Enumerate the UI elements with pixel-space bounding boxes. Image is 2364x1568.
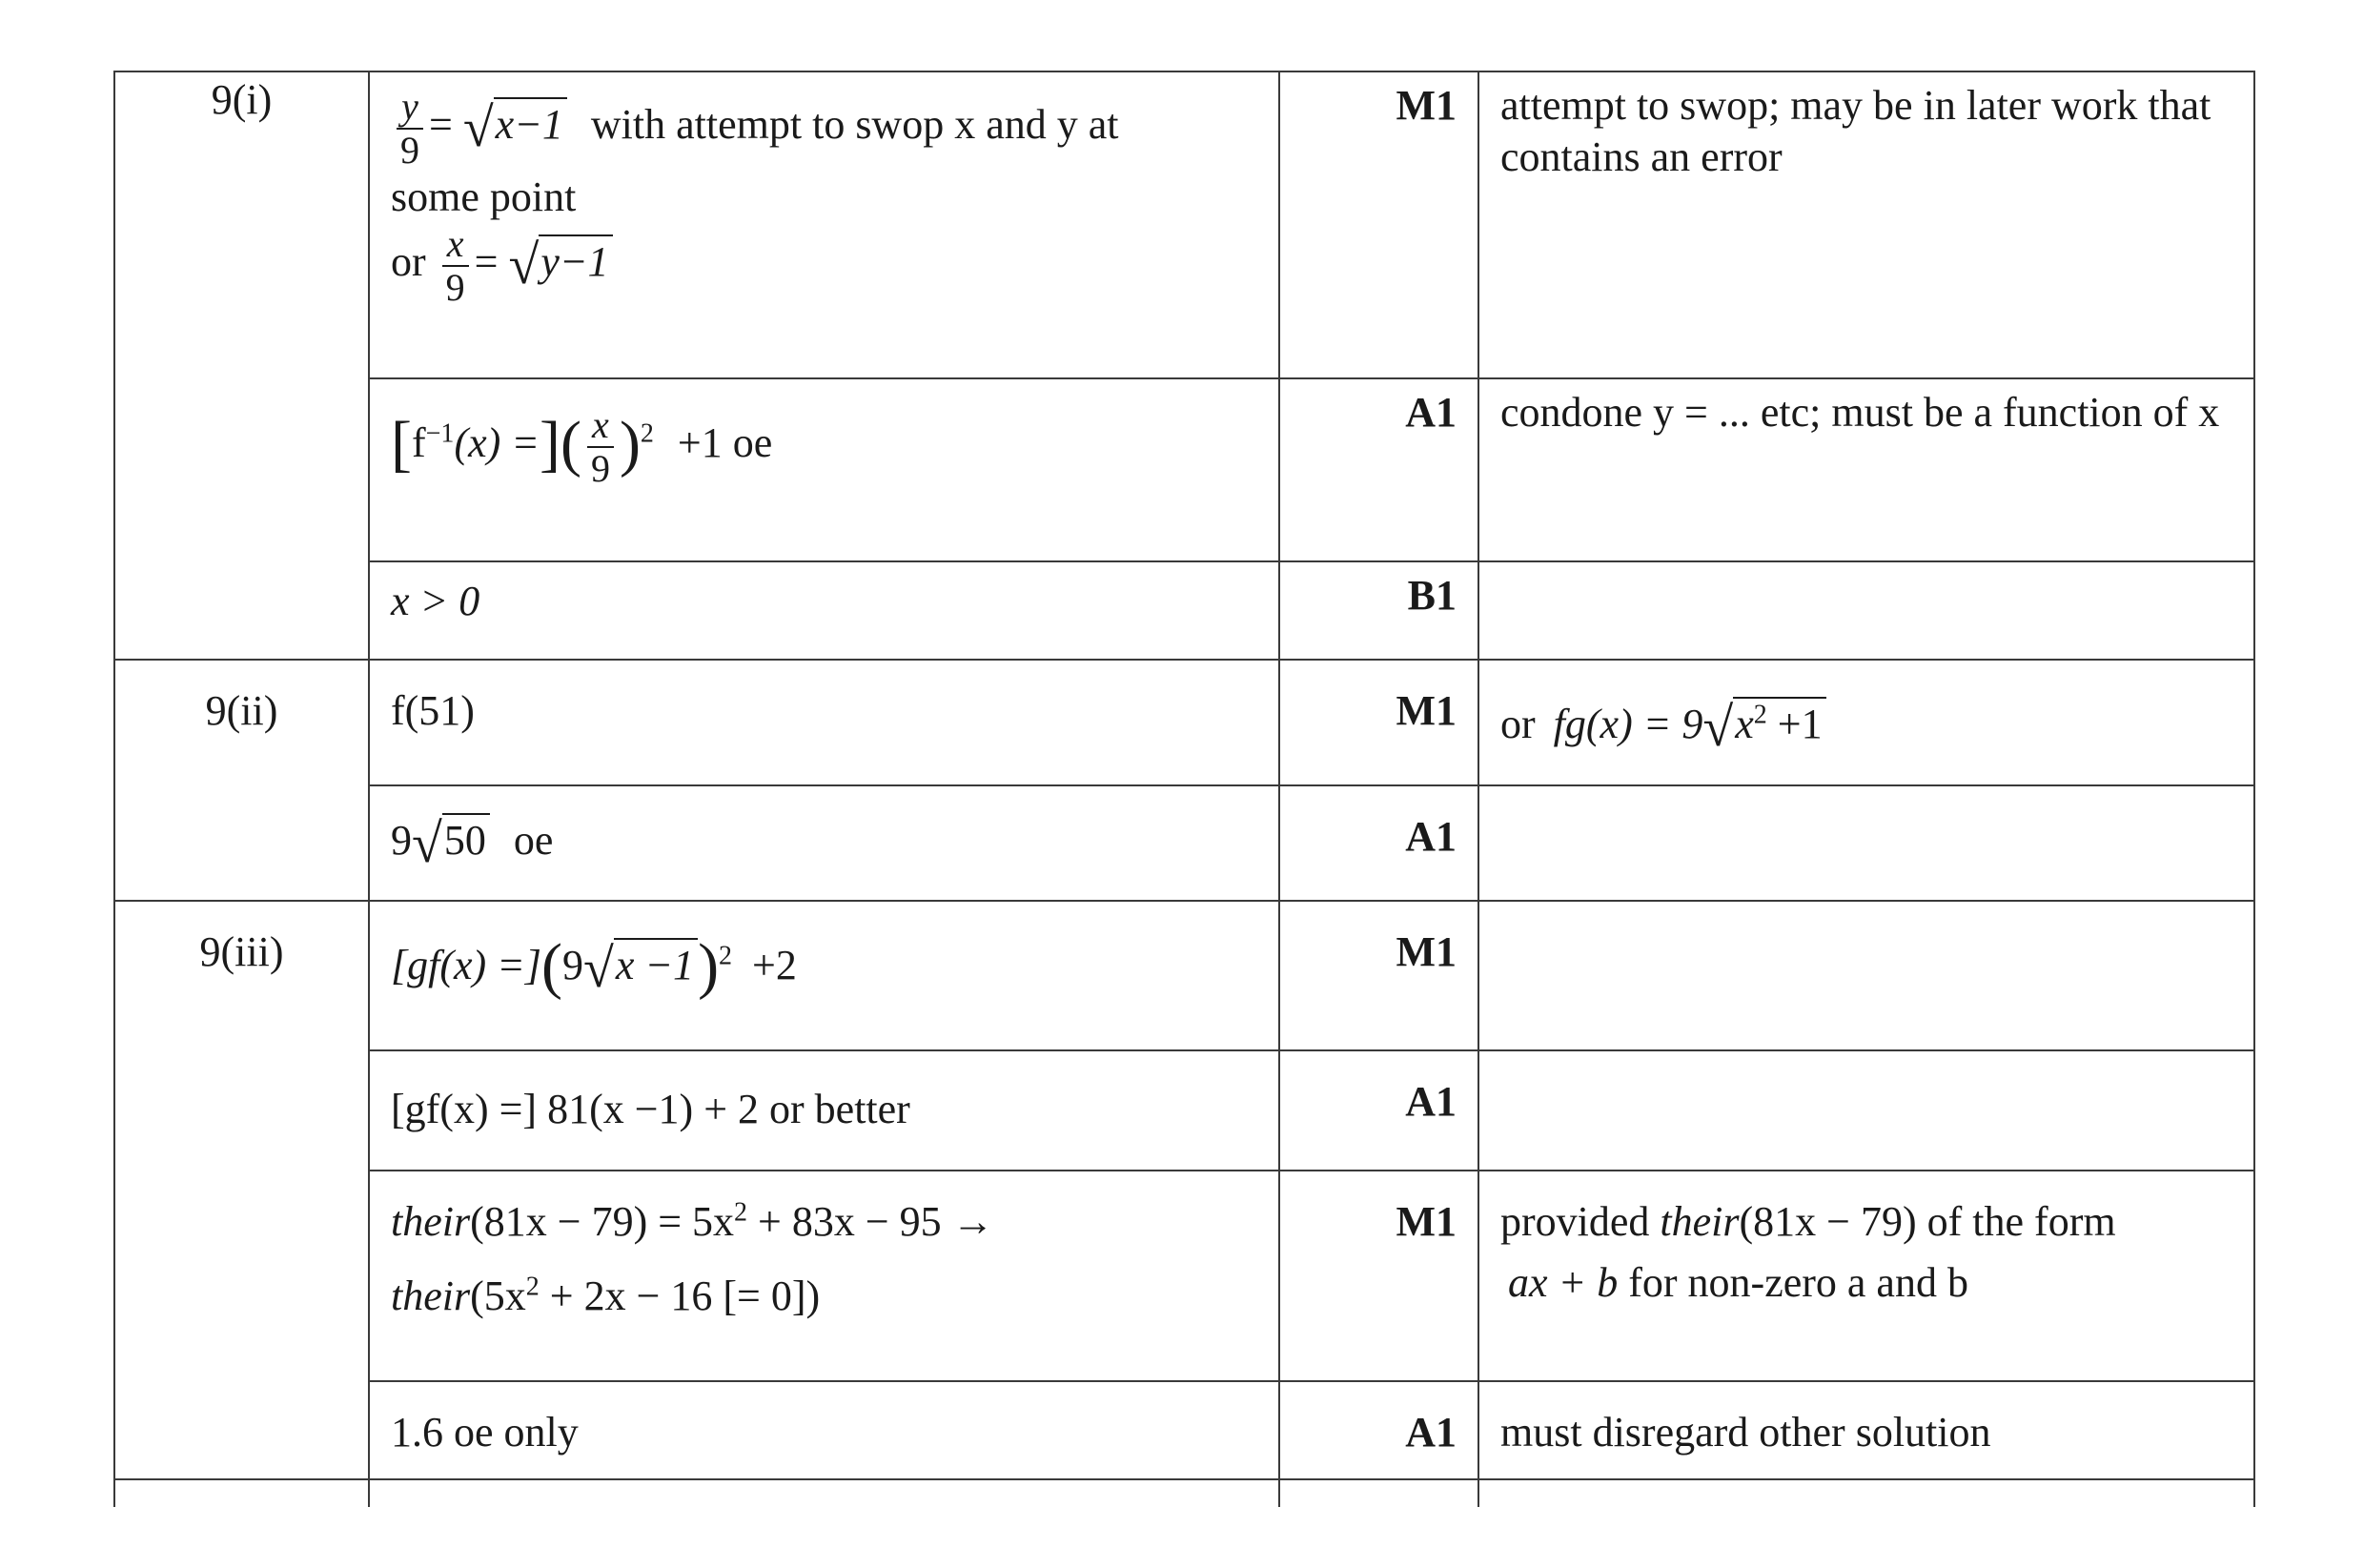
guidance-cell bbox=[1478, 1050, 2254, 1171]
answer-cell: x > 0 bbox=[369, 561, 1279, 660]
question-number: 9(i) bbox=[211, 76, 273, 123]
their-label: their bbox=[1660, 1198, 1740, 1245]
question-cell bbox=[114, 660, 369, 901]
radical-icon: √ bbox=[462, 96, 494, 159]
guidance-cell: must disregard other solution bbox=[1478, 1381, 2254, 1479]
radical-icon: √ bbox=[412, 812, 442, 874]
denominator: 9 bbox=[445, 266, 465, 309]
mark-cell: M1 bbox=[1279, 71, 1478, 378]
numerator: x bbox=[587, 404, 614, 448]
question-number: 9(iii) bbox=[199, 928, 284, 975]
answer-cell: [gf(x) =] 81(x −1) + 2 or better bbox=[369, 1050, 1279, 1171]
equation-part: + 83x − 95 → bbox=[747, 1198, 994, 1245]
radicand: 50 bbox=[442, 813, 490, 864]
mark-scheme-table bbox=[113, 71, 2255, 1507]
fraction bbox=[587, 404, 614, 490]
table-row bbox=[114, 1050, 2254, 1171]
guidance-cell bbox=[1478, 901, 2254, 1050]
mark-cell: M1 bbox=[1279, 660, 1478, 785]
fraction bbox=[397, 86, 423, 172]
denominator: 9 bbox=[590, 447, 610, 490]
answer-cell: 1.6 oe only bbox=[369, 1381, 1279, 1479]
numerator: x bbox=[442, 223, 469, 267]
their-label: their bbox=[391, 1198, 471, 1245]
question-number: 9(ii) bbox=[205, 687, 278, 734]
answer-cell: f(51) bbox=[369, 660, 1279, 785]
radicand: y−1 bbox=[539, 234, 612, 285]
square-root bbox=[462, 96, 567, 159]
guidance-cell bbox=[1478, 785, 2254, 901]
answer-lhs: [gf(x) =] bbox=[391, 942, 541, 988]
or-text: or bbox=[391, 238, 426, 286]
function-name: f bbox=[411, 419, 426, 467]
mark-cell: M1 bbox=[1279, 901, 1478, 1050]
answer-line: [$f^{-1}(x)$ =]( $\frac{x}{9}$ )$^2$ +1 oe bbox=[391, 403, 773, 490]
question-cell bbox=[114, 71, 369, 660]
radical-icon: √ bbox=[508, 234, 540, 296]
power: 2 bbox=[640, 418, 654, 449]
close-bracket: ] bbox=[539, 409, 560, 479]
guidance-cell bbox=[1478, 660, 2254, 785]
fraction bbox=[442, 223, 469, 309]
equals-sign: = bbox=[429, 101, 453, 149]
table-row bbox=[114, 378, 2254, 561]
guidance-cell: attempt to swop; may be in later work that contains an error bbox=[1478, 71, 2254, 378]
mark-cell: M1 bbox=[1279, 1171, 1478, 1381]
coefficient: 9 bbox=[391, 817, 412, 864]
guidance-cell bbox=[1478, 1171, 2254, 1381]
answer-cell bbox=[369, 378, 1279, 561]
answer-line bbox=[391, 223, 1278, 309]
mark-scheme-sheet bbox=[113, 71, 2253, 1497]
power: 2 bbox=[1753, 700, 1767, 730]
empty-cell bbox=[1279, 1479, 1478, 1507]
guidance-expression: ax + b bbox=[1508, 1259, 1619, 1306]
power: 2 bbox=[734, 1197, 748, 1228]
function-argument: (x) = bbox=[454, 419, 540, 467]
equals-sign: = bbox=[474, 238, 499, 286]
answer-tail: +2 bbox=[752, 942, 797, 988]
guidance-line bbox=[1500, 1257, 2234, 1309]
mark-cell: A1 bbox=[1279, 785, 1478, 901]
answer-line bbox=[391, 1271, 1278, 1322]
mark-cell: B1 bbox=[1279, 561, 1478, 660]
table-row bbox=[114, 901, 2254, 1050]
power: 2 bbox=[525, 1272, 540, 1302]
radical-icon: √ bbox=[582, 937, 614, 999]
answer-cell bbox=[369, 901, 1279, 1050]
guidance-expression: fg(x) = 9 bbox=[1553, 701, 1703, 747]
square-root bbox=[412, 812, 490, 874]
answer-line bbox=[391, 931, 1278, 1001]
table-row bbox=[114, 660, 2254, 785]
answer-cell bbox=[369, 785, 1279, 901]
table-row bbox=[114, 561, 2254, 660]
answer-text: with attempt to swop x and y at bbox=[590, 101, 1119, 149]
open-paren: ( bbox=[541, 931, 562, 1001]
close-paren: ) bbox=[698, 931, 720, 1001]
coefficient: 9 bbox=[561, 942, 583, 988]
denominator: 9 bbox=[400, 129, 419, 172]
equation-part: (5x bbox=[470, 1273, 526, 1319]
power: 2 bbox=[719, 941, 733, 971]
answer-cell bbox=[369, 1171, 1279, 1381]
guidance-cell bbox=[1478, 561, 2254, 660]
radical-icon: √ bbox=[1702, 696, 1734, 758]
mark-cell: A1 bbox=[1279, 1381, 1478, 1479]
equation-part: (81x − 79) = 5x bbox=[470, 1198, 735, 1245]
guidance-text: provided bbox=[1500, 1198, 1661, 1245]
empty-cell bbox=[369, 1479, 1279, 1507]
radicand-tail: +1 bbox=[1766, 701, 1823, 747]
empty-cell bbox=[114, 1479, 369, 1507]
equation-part: + 2x − 16 [= 0]) bbox=[539, 1273, 821, 1319]
square-root bbox=[582, 937, 698, 999]
table-row bbox=[114, 785, 2254, 901]
guidance-text: for non-zero a and b bbox=[1618, 1259, 1968, 1306]
mark-cell: A1 bbox=[1279, 378, 1478, 561]
question-cell bbox=[114, 901, 369, 1479]
mark-cell: A1 bbox=[1279, 1050, 1478, 1171]
table-row bbox=[114, 71, 2254, 378]
empty-cell bbox=[1478, 1479, 2254, 1507]
radicand: x−1 bbox=[494, 97, 567, 148]
table-row bbox=[114, 1171, 2254, 1381]
their-label: their bbox=[391, 1273, 471, 1319]
table-row bbox=[114, 1381, 2254, 1479]
radicand: x −1 bbox=[614, 938, 698, 988]
answer-line bbox=[391, 86, 1278, 172]
square-root bbox=[508, 234, 612, 296]
answer-tail: +1 oe bbox=[677, 419, 773, 467]
answer-text-continued: some point bbox=[391, 173, 577, 220]
square-root bbox=[1702, 696, 1825, 758]
inverse-superscript: −1 bbox=[425, 418, 455, 449]
open-bracket: [ bbox=[391, 409, 412, 479]
numerator: y bbox=[397, 86, 423, 130]
radicand: x bbox=[1735, 701, 1754, 747]
answer-cell bbox=[369, 71, 1279, 378]
guidance-line bbox=[1500, 1196, 2234, 1248]
table-row-continuation bbox=[114, 1479, 2254, 1507]
answer-line bbox=[391, 1196, 1278, 1248]
guidance-text: (81x − 79) of the form bbox=[1739, 1198, 2116, 1245]
answer-tail: oe bbox=[513, 817, 554, 864]
or-text: or bbox=[1500, 701, 1536, 747]
guidance-cell: condone y = ... etc; must be a function of x bbox=[1478, 378, 2254, 561]
